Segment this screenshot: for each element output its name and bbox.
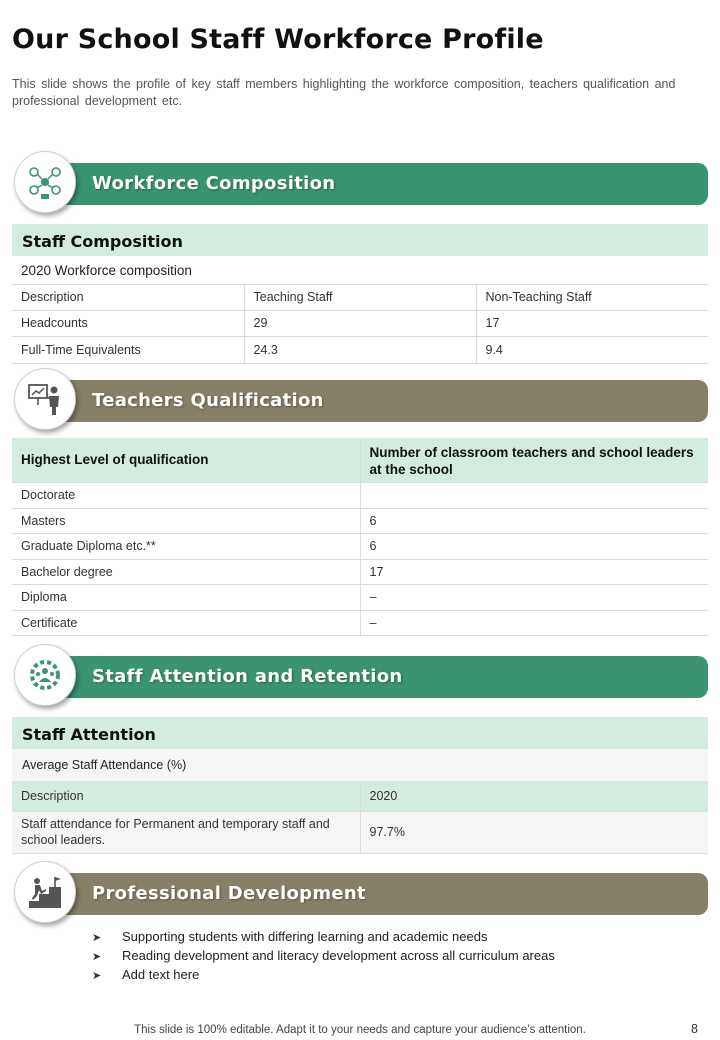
table-row (12, 584, 708, 610)
page-subtitle: This slide shows the profile of key staff members highlighting the workforce composition, teachers qualification and professional development etc. (12, 77, 676, 108)
table-cell: Graduate Diploma etc.** (12, 533, 360, 559)
table-cell: – (360, 610, 708, 635)
table-cell: 17 (476, 310, 708, 336)
attendance-subheading-row (12, 749, 708, 782)
table-header-cell: Description (12, 284, 244, 310)
section-header-qualification (12, 372, 708, 434)
development-bullet-list (92, 928, 555, 985)
list-item: ➤ Reading development and literacy development across all curriculum areas (92, 947, 555, 966)
workforce-subheading-row (12, 256, 708, 285)
arrow-icon: ➤ (92, 951, 102, 963)
table-cell: 6 (360, 533, 708, 559)
table-row (12, 811, 708, 853)
staff-attention-band: Staff Attention (12, 717, 708, 749)
section-title: Professional Development (92, 883, 366, 904)
table-cell: 6 (360, 508, 708, 533)
table-header-row (12, 781, 708, 811)
table-row (12, 508, 708, 533)
table-row (12, 336, 708, 363)
table-cell: 24.3 (244, 336, 476, 363)
attendance-table (12, 781, 708, 854)
table-header-cell: Non-Teaching Staff (476, 284, 708, 310)
table-row (12, 482, 708, 508)
list-item: ➤ Supporting students with differing learning and academic needs (92, 928, 555, 947)
table-cell: 17 (360, 559, 708, 584)
table-cell: Masters (12, 508, 360, 533)
table-header-cell: Description (12, 781, 360, 811)
table-header-cell: Highest Level of qualification (12, 438, 360, 482)
table-cell: Diploma (12, 584, 360, 610)
section-title: Workforce Composition (92, 173, 336, 194)
arrow-icon: ➤ (92, 970, 102, 982)
list-item: ➤ Add text here (92, 966, 555, 985)
table-row (12, 559, 708, 584)
footer-note: This slide is 100% editable. Adapt it to your needs and capture your audience’s attention. (134, 1024, 586, 1036)
table-cell: Doctorate (12, 482, 360, 508)
page-title: Our School Staff Workforce Profile (12, 24, 544, 55)
table-row (12, 533, 708, 559)
section-title: Staff Attention and Retention (92, 666, 403, 687)
section-title: Teachers Qualification (92, 390, 324, 411)
table-cell: Bachelor degree (12, 559, 360, 584)
climbing-steps-icon (14, 861, 76, 923)
table-header-cell: Teaching Staff (244, 284, 476, 310)
workforce-table (12, 284, 708, 364)
arrow-icon: ➤ (92, 932, 102, 944)
attendance-subheading: Average Staff Attendance (%) (22, 758, 187, 772)
table-header-cell: Number of classroom teachers and school leaders at the school (360, 438, 708, 482)
staff-composition-band: Staff Composition (12, 224, 708, 256)
table-cell: 29 (244, 310, 476, 336)
table-cell: Certificate (12, 610, 360, 635)
section-header-attention (12, 648, 708, 710)
page-number: 8 (691, 1022, 698, 1036)
table-cell (360, 482, 708, 508)
table-cell: Headcounts (12, 310, 244, 336)
gear-people-icon (14, 644, 76, 706)
section-header-development (12, 865, 708, 927)
table-header-row (12, 284, 708, 310)
table-row (12, 310, 708, 336)
table-header-cell: 2020 (360, 781, 708, 811)
table-header-row (12, 438, 708, 482)
section-header-workforce (12, 155, 708, 217)
workforce-subheading: 2020 Workforce composition (21, 263, 192, 278)
table-cell: – (360, 584, 708, 610)
qualification-table (12, 438, 708, 636)
table-cell: 9.4 (476, 336, 708, 363)
table-cell: Staff attendance for Permanent and temporary staff and school leaders. (12, 811, 360, 853)
table-cell: Full-Time Equivalents (12, 336, 244, 363)
network-people-icon (14, 151, 76, 213)
table-row (12, 610, 708, 635)
presenter-board-icon (14, 368, 76, 430)
table-cell: 97.7% (360, 811, 708, 853)
